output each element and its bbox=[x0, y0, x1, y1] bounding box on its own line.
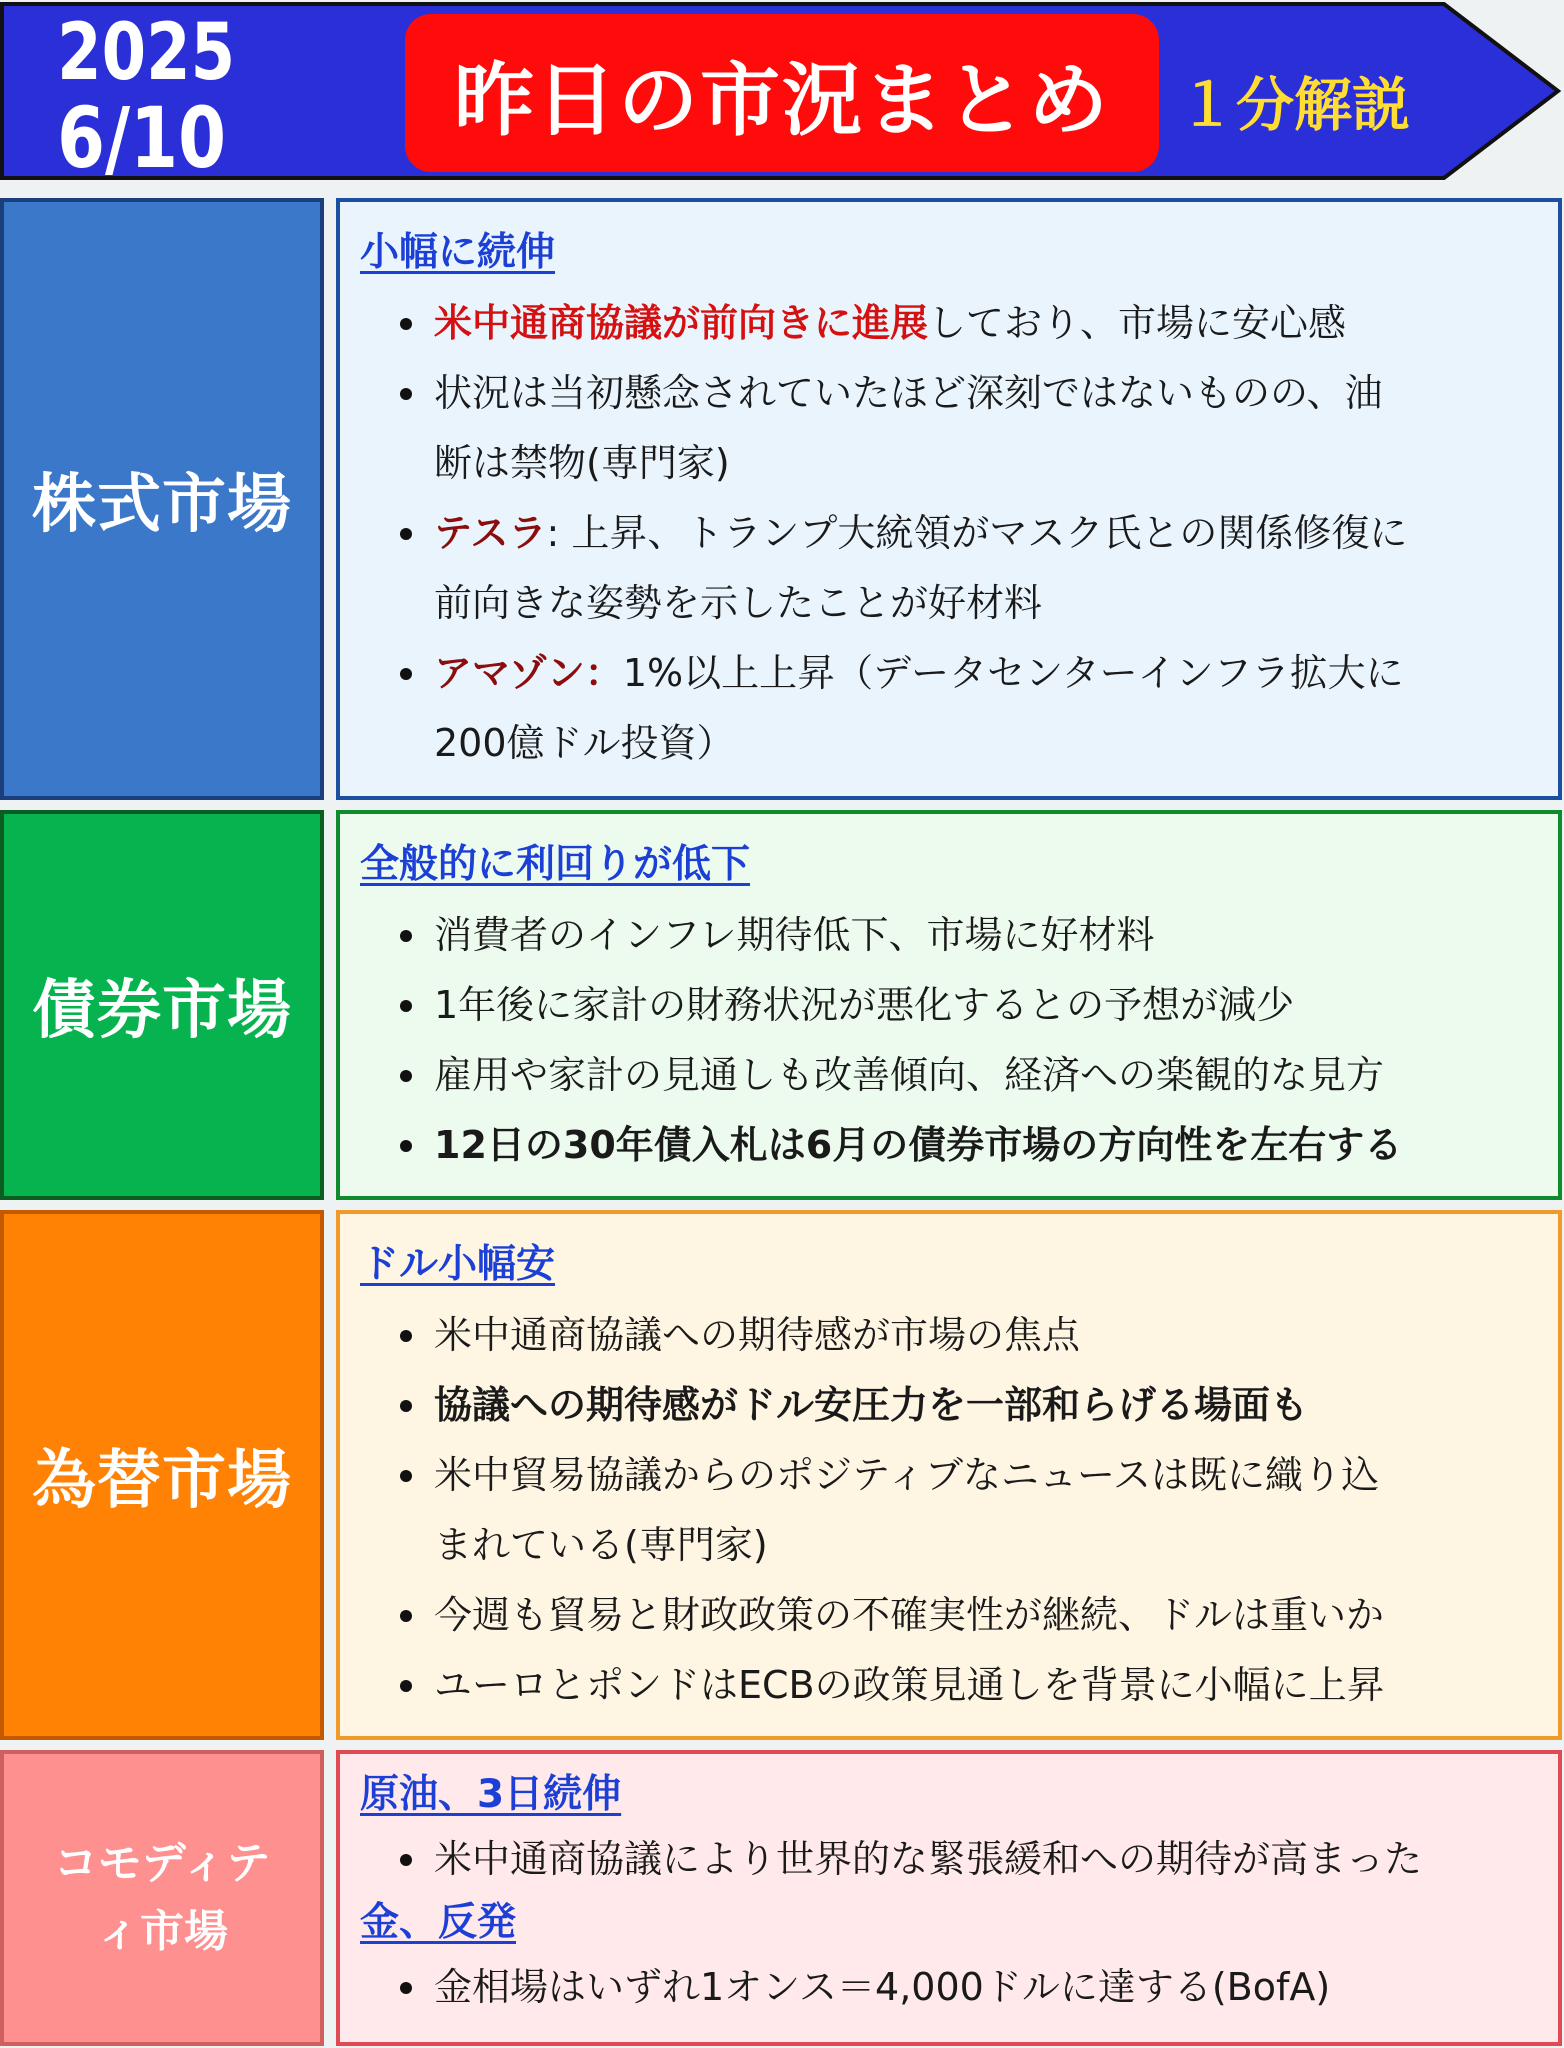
item-text-continued: 前向きな姿勢を示したことが好材料 bbox=[434, 581, 1043, 625]
section-label: 株式市場 bbox=[32, 468, 292, 542]
item-text: : 上昇、トランプ大統領がマスク氏との関係修復に bbox=[546, 511, 1408, 555]
list-item: ユーロとポンドはECBの政策見通しを背景に小幅に上昇 bbox=[360, 1650, 1538, 1720]
item-text: しており、市場に安心感 bbox=[928, 301, 1347, 345]
list-item: 今週も貿易と財政政策の不確実性が継続、ドルは重いか bbox=[360, 1580, 1538, 1650]
list-item bbox=[360, 1440, 1538, 1580]
page-title-text: 昨日の市況まとめ bbox=[454, 53, 1110, 147]
section-label: 債券市場 bbox=[32, 974, 292, 1048]
section-label-box bbox=[0, 810, 324, 1200]
section-content bbox=[336, 1750, 1562, 2046]
section-content bbox=[336, 810, 1562, 1200]
list-item bbox=[360, 358, 1538, 498]
section-label: 為替市場 bbox=[32, 1444, 292, 1518]
bullet-list bbox=[360, 900, 1538, 1180]
list-item bbox=[360, 498, 1538, 638]
highlight-text: 米中通商協議が前向きに進展 bbox=[434, 301, 929, 345]
item-text-continued: 200億ドル投資） bbox=[434, 721, 735, 765]
section-label-line2: ィ市場 bbox=[95, 1906, 228, 1957]
item-text-continued: まれている(専門家) bbox=[434, 1523, 768, 1567]
item-text: 米中貿易協議からのポジティブなニュースは既に織り込 bbox=[434, 1453, 1380, 1497]
list-item: 金相場はいずれ1オンス＝4,000ドルに達する(BofA) bbox=[360, 1952, 1538, 2022]
section-heading-gold: 金、反発 bbox=[360, 1900, 517, 1945]
item-text: 1%以上上昇（データセンターインフラ拡大に bbox=[622, 651, 1404, 695]
highlight-text: アマゾン： bbox=[434, 651, 623, 695]
list-item bbox=[360, 638, 1538, 778]
bullet-list bbox=[360, 288, 1538, 778]
section-heading: ドル小幅安 bbox=[360, 1242, 556, 1287]
bullet-list bbox=[360, 1300, 1538, 1720]
list-item: 米中通商協議により世界的な緊張緩和への期待が高まった bbox=[360, 1824, 1538, 1894]
section-label-box bbox=[0, 1210, 324, 1740]
list-item: 1年後に家計の財務状況が悪化するとの予想が減少 bbox=[360, 970, 1538, 1040]
page-subtitle: １分解説 bbox=[1178, 71, 1411, 139]
list-item: 米中通商協議への期待感が市場の焦点 bbox=[360, 1300, 1538, 1370]
highlight-text: テスラ bbox=[434, 511, 547, 555]
date-block bbox=[57, 8, 236, 187]
section-content bbox=[336, 198, 1562, 800]
header-banner bbox=[0, 0, 1564, 187]
section-label-line1: コモディテ bbox=[53, 1837, 271, 1889]
date-year: 2025 bbox=[57, 8, 236, 98]
section-stock-market bbox=[0, 198, 1564, 800]
section-label bbox=[54, 1830, 270, 1966]
section-label-box bbox=[0, 1750, 324, 2046]
section-commodity-market bbox=[0, 1750, 1564, 2046]
list-item bbox=[360, 288, 1538, 358]
section-content bbox=[336, 1210, 1562, 1740]
section-fx-market bbox=[0, 1210, 1564, 1740]
bullet-list bbox=[360, 1952, 1538, 2022]
section-bond-market bbox=[0, 810, 1564, 1200]
bullet-list bbox=[360, 1824, 1538, 1894]
date-day: 6/10 bbox=[57, 89, 227, 187]
list-item: 消費者のインフレ期待低下、市場に好材料 bbox=[360, 900, 1538, 970]
section-heading: 小幅に続伸 bbox=[360, 230, 556, 275]
list-item-highlight: 協議への期待感がドル安圧力を一部和らげる場面も bbox=[360, 1370, 1538, 1440]
list-item-highlight: 12日の30年債入札は6月の債券市場の方向性を左右する bbox=[360, 1110, 1538, 1180]
item-text: 状況は当初懸念されていたほど深刻ではないものの、油 bbox=[434, 371, 1383, 415]
section-label-box bbox=[0, 198, 324, 800]
section-heading: 全般的に利回りが低下 bbox=[360, 842, 751, 887]
section-heading-oil: 原油、3日続伸 bbox=[360, 1772, 622, 1817]
page-title bbox=[405, 14, 1159, 172]
item-text-continued: 断は禁物(専門家) bbox=[434, 441, 730, 485]
list-item: 雇用や家計の見通しも改善傾向、経済への楽観的な見方 bbox=[360, 1040, 1538, 1110]
